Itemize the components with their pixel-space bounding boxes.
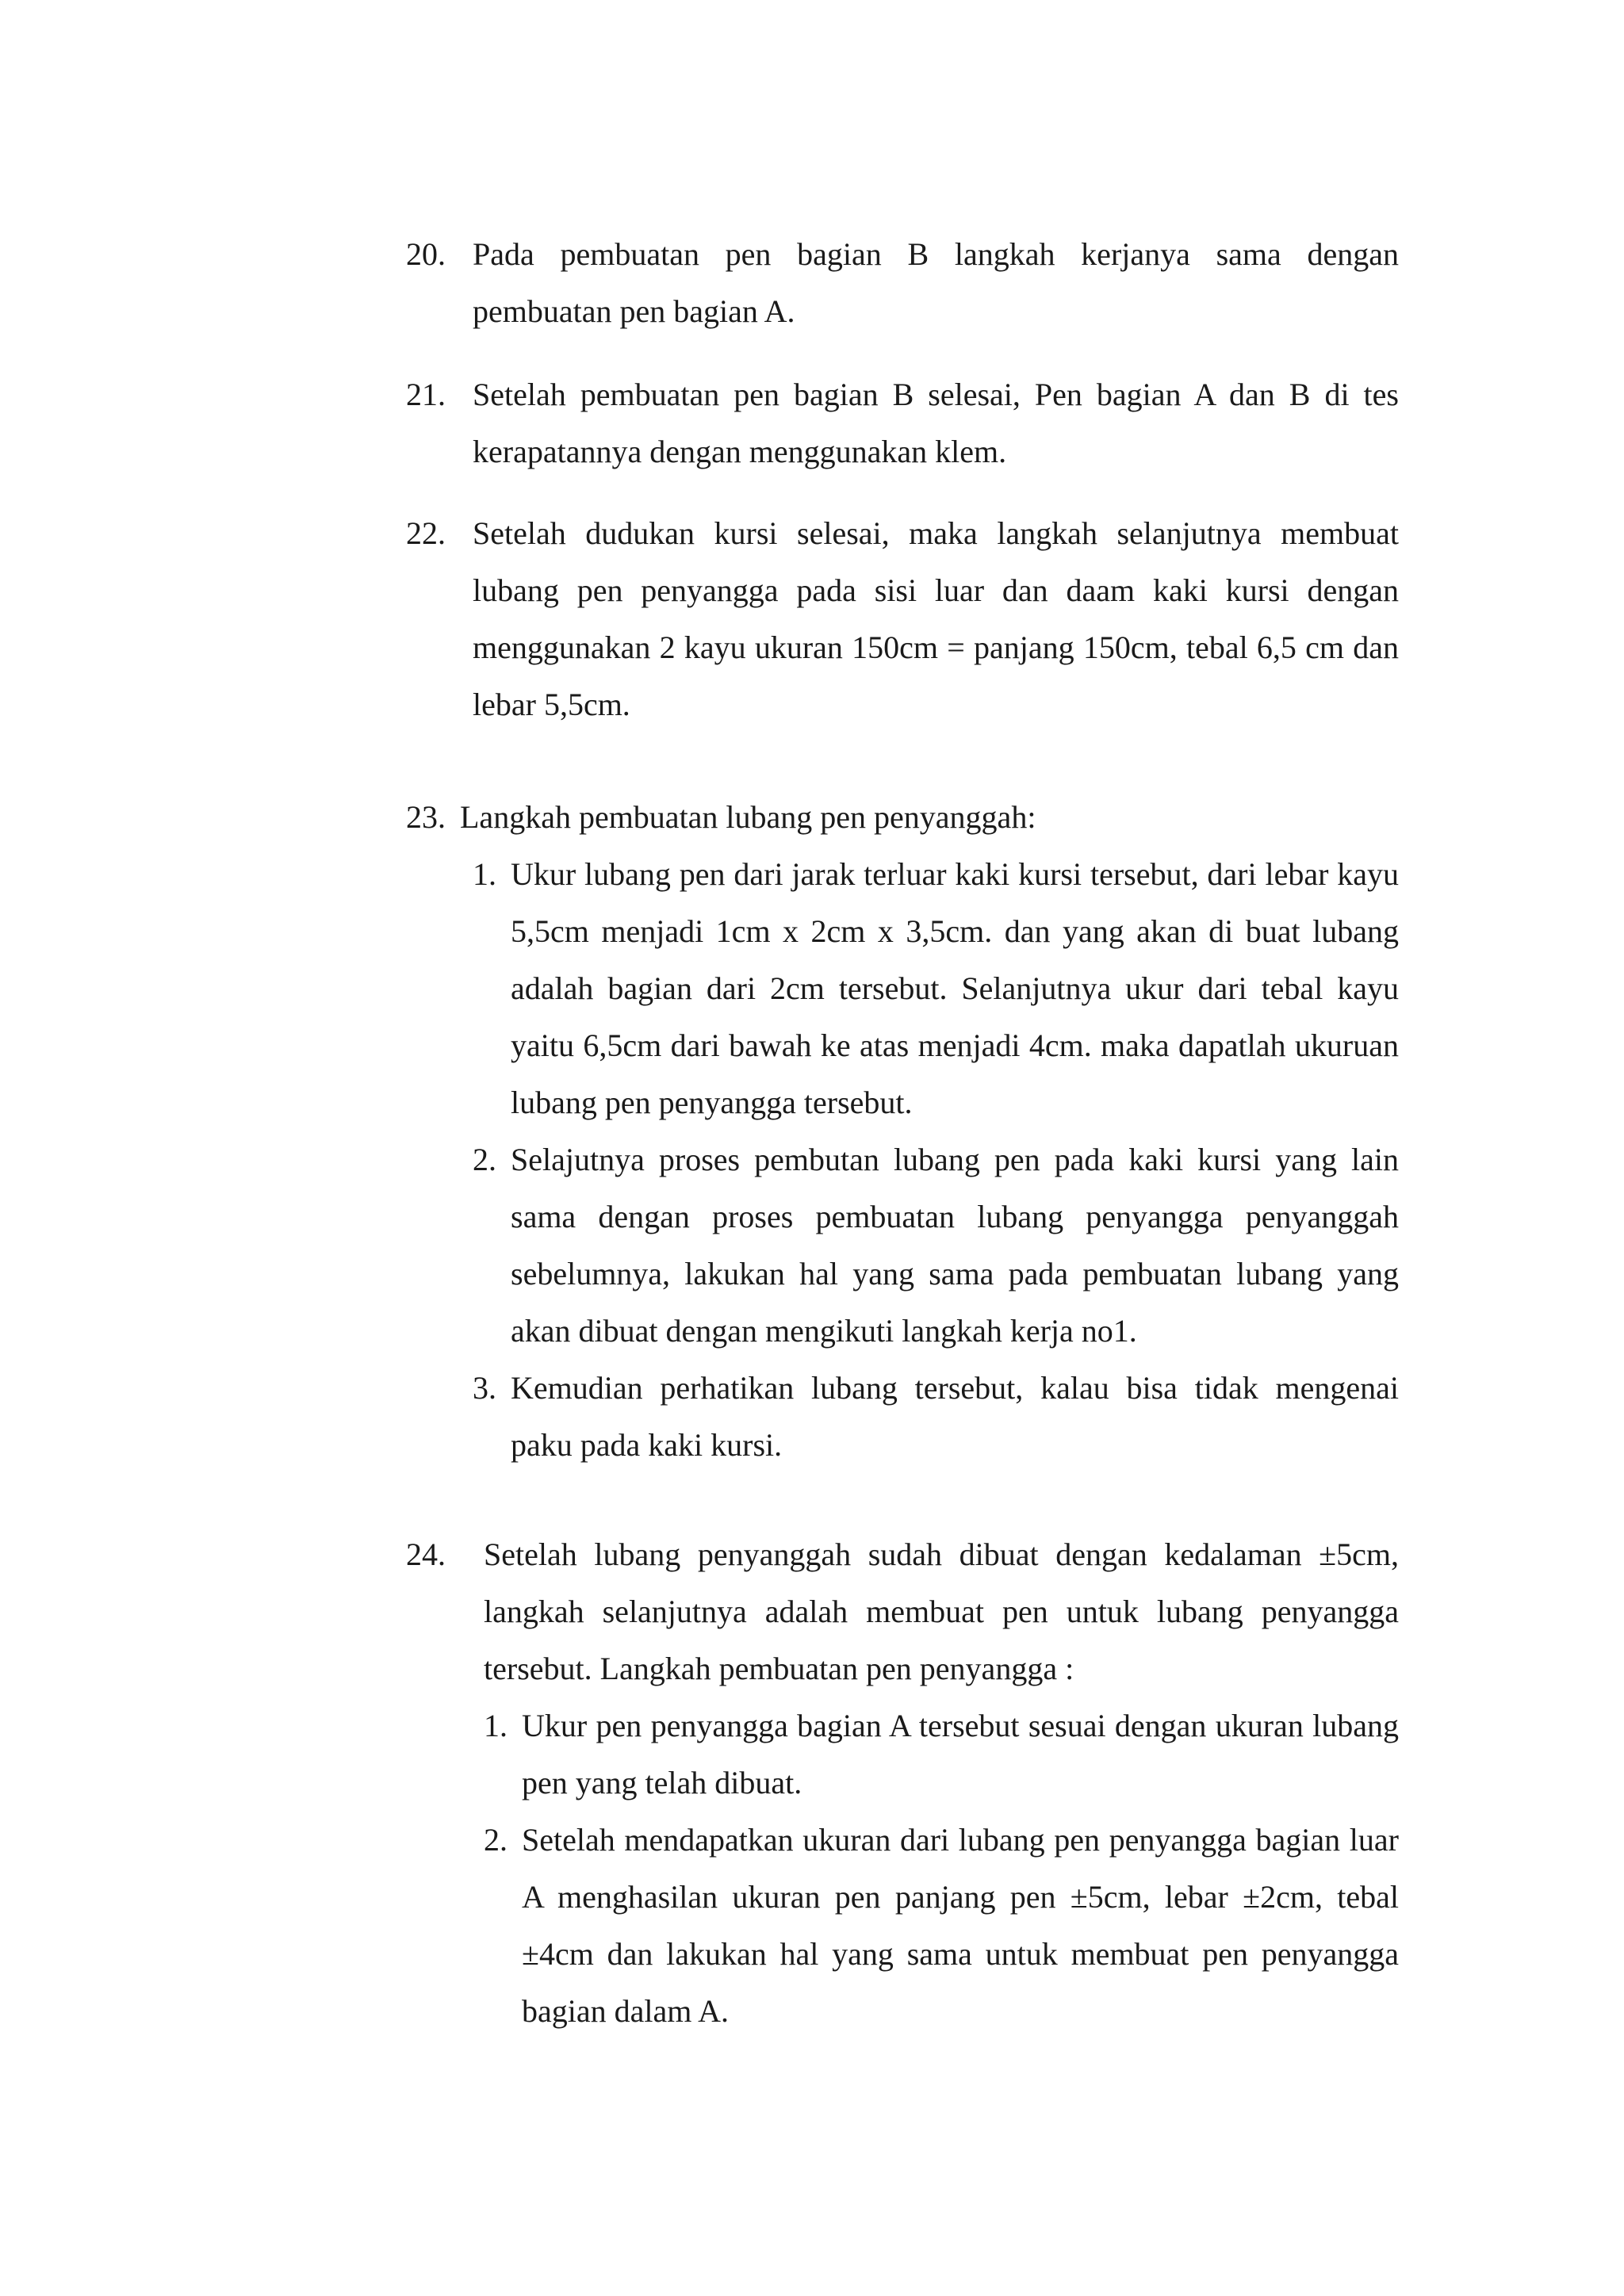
item-number: 21.: [406, 377, 446, 412]
item-number: 23.: [406, 799, 446, 835]
sub-list-item-24-1: [484, 1697, 1399, 1812]
sub-list-item-23-3: [473, 1360, 1399, 1474]
sub-item-number: 2.: [473, 1142, 496, 1177]
sub-list-item-24-2: [484, 1812, 1399, 2040]
sub-item-text: Selajutnya proses pembutan lubang pen pada kaki kursi yang lain sama dengan proses pembuatan lubang penyangga penyanggah sebelumnya, lakukan hal yang sama pada pembuatan lubang yang akan dibuat dengan mengikuti langkah kerja no1.: [511, 1142, 1399, 1349]
sub-item-number: 1.: [473, 856, 496, 892]
item-text: Setelah pembuatan pen bagian B selesai, Pen bagian A dan B di tes kerapatannya dengan menggunakan klem.: [473, 377, 1399, 469]
list-item-22: [406, 505, 1399, 733]
sub-item-text: Ukur pen penyangga bagian A tersebut sesuai dengan ukuran lubang pen yang telah dibuat.: [522, 1708, 1399, 1800]
sub-item-number: 1.: [484, 1708, 508, 1743]
sub-item-number: 2.: [484, 1822, 508, 1858]
list-item-23: [406, 789, 1399, 1474]
item-number: 24.: [406, 1536, 446, 1572]
item-text: Langkah pembuatan lubang pen penyanggah:: [460, 799, 1036, 835]
sub-item-number: 3.: [473, 1370, 496, 1406]
item-text: Setelah lubang penyanggah sudah dibuat dengan kedalaman ±5cm, langkah selanjutnya adalah membuat pen untuk lubang penyangga tersebut. Langkah pembuatan pen penyangga :: [484, 1536, 1399, 1686]
sub-item-text: Ukur lubang pen dari jarak terluar kaki kursi tersebut, dari lebar kayu 5,5cm menjadi 1cm x 2cm x 3,5cm. dan yang akan di buat lubang adalah bagian dari 2cm tersebut. Selanjutnya ukur dari tebal kayu yaitu 6,5cm dari bawah ke atas menjadi 4cm. maka dapatlah ukuruan lubang pen penyangga tersebut.: [511, 856, 1399, 1120]
sub-item-text: Kemudian perhatikan lubang tersebut, kalau bisa tidak mengenai paku pada kaki kursi.: [511, 1370, 1399, 1463]
list-item-20: [406, 226, 1399, 340]
sub-item-text: Setelah mendapatkan ukuran dari lubang pen penyangga bagian luar A menghasilan ukuran pen panjang pen ±5cm, lebar ±2cm, tebal ±4cm dan lakukan hal yang sama untuk membuat pen penyangga bagian dalam A.: [522, 1822, 1399, 2029]
item-number: 22.: [406, 515, 446, 551]
list-item-21: [406, 366, 1399, 480]
sub-list-item-23-1: [473, 846, 1399, 1131]
item-number: 20.: [406, 236, 446, 272]
list-item-24: [406, 1526, 1399, 2040]
item-text: Setelah dudukan kursi selesai, maka langkah selanjutnya membuat lubang pen penyangga pada sisi luar dan daam kaki kursi dengan menggunakan 2 kayu ukuran 150cm = panjang 150cm, tebal 6,5 cm dan lebar 5,5cm.: [473, 515, 1399, 722]
sub-list-item-23-2: [473, 1131, 1399, 1360]
item-text: Pada pembuatan pen bagian B langkah kerjanya sama dengan pembuatan pen bagian A.: [473, 236, 1399, 329]
